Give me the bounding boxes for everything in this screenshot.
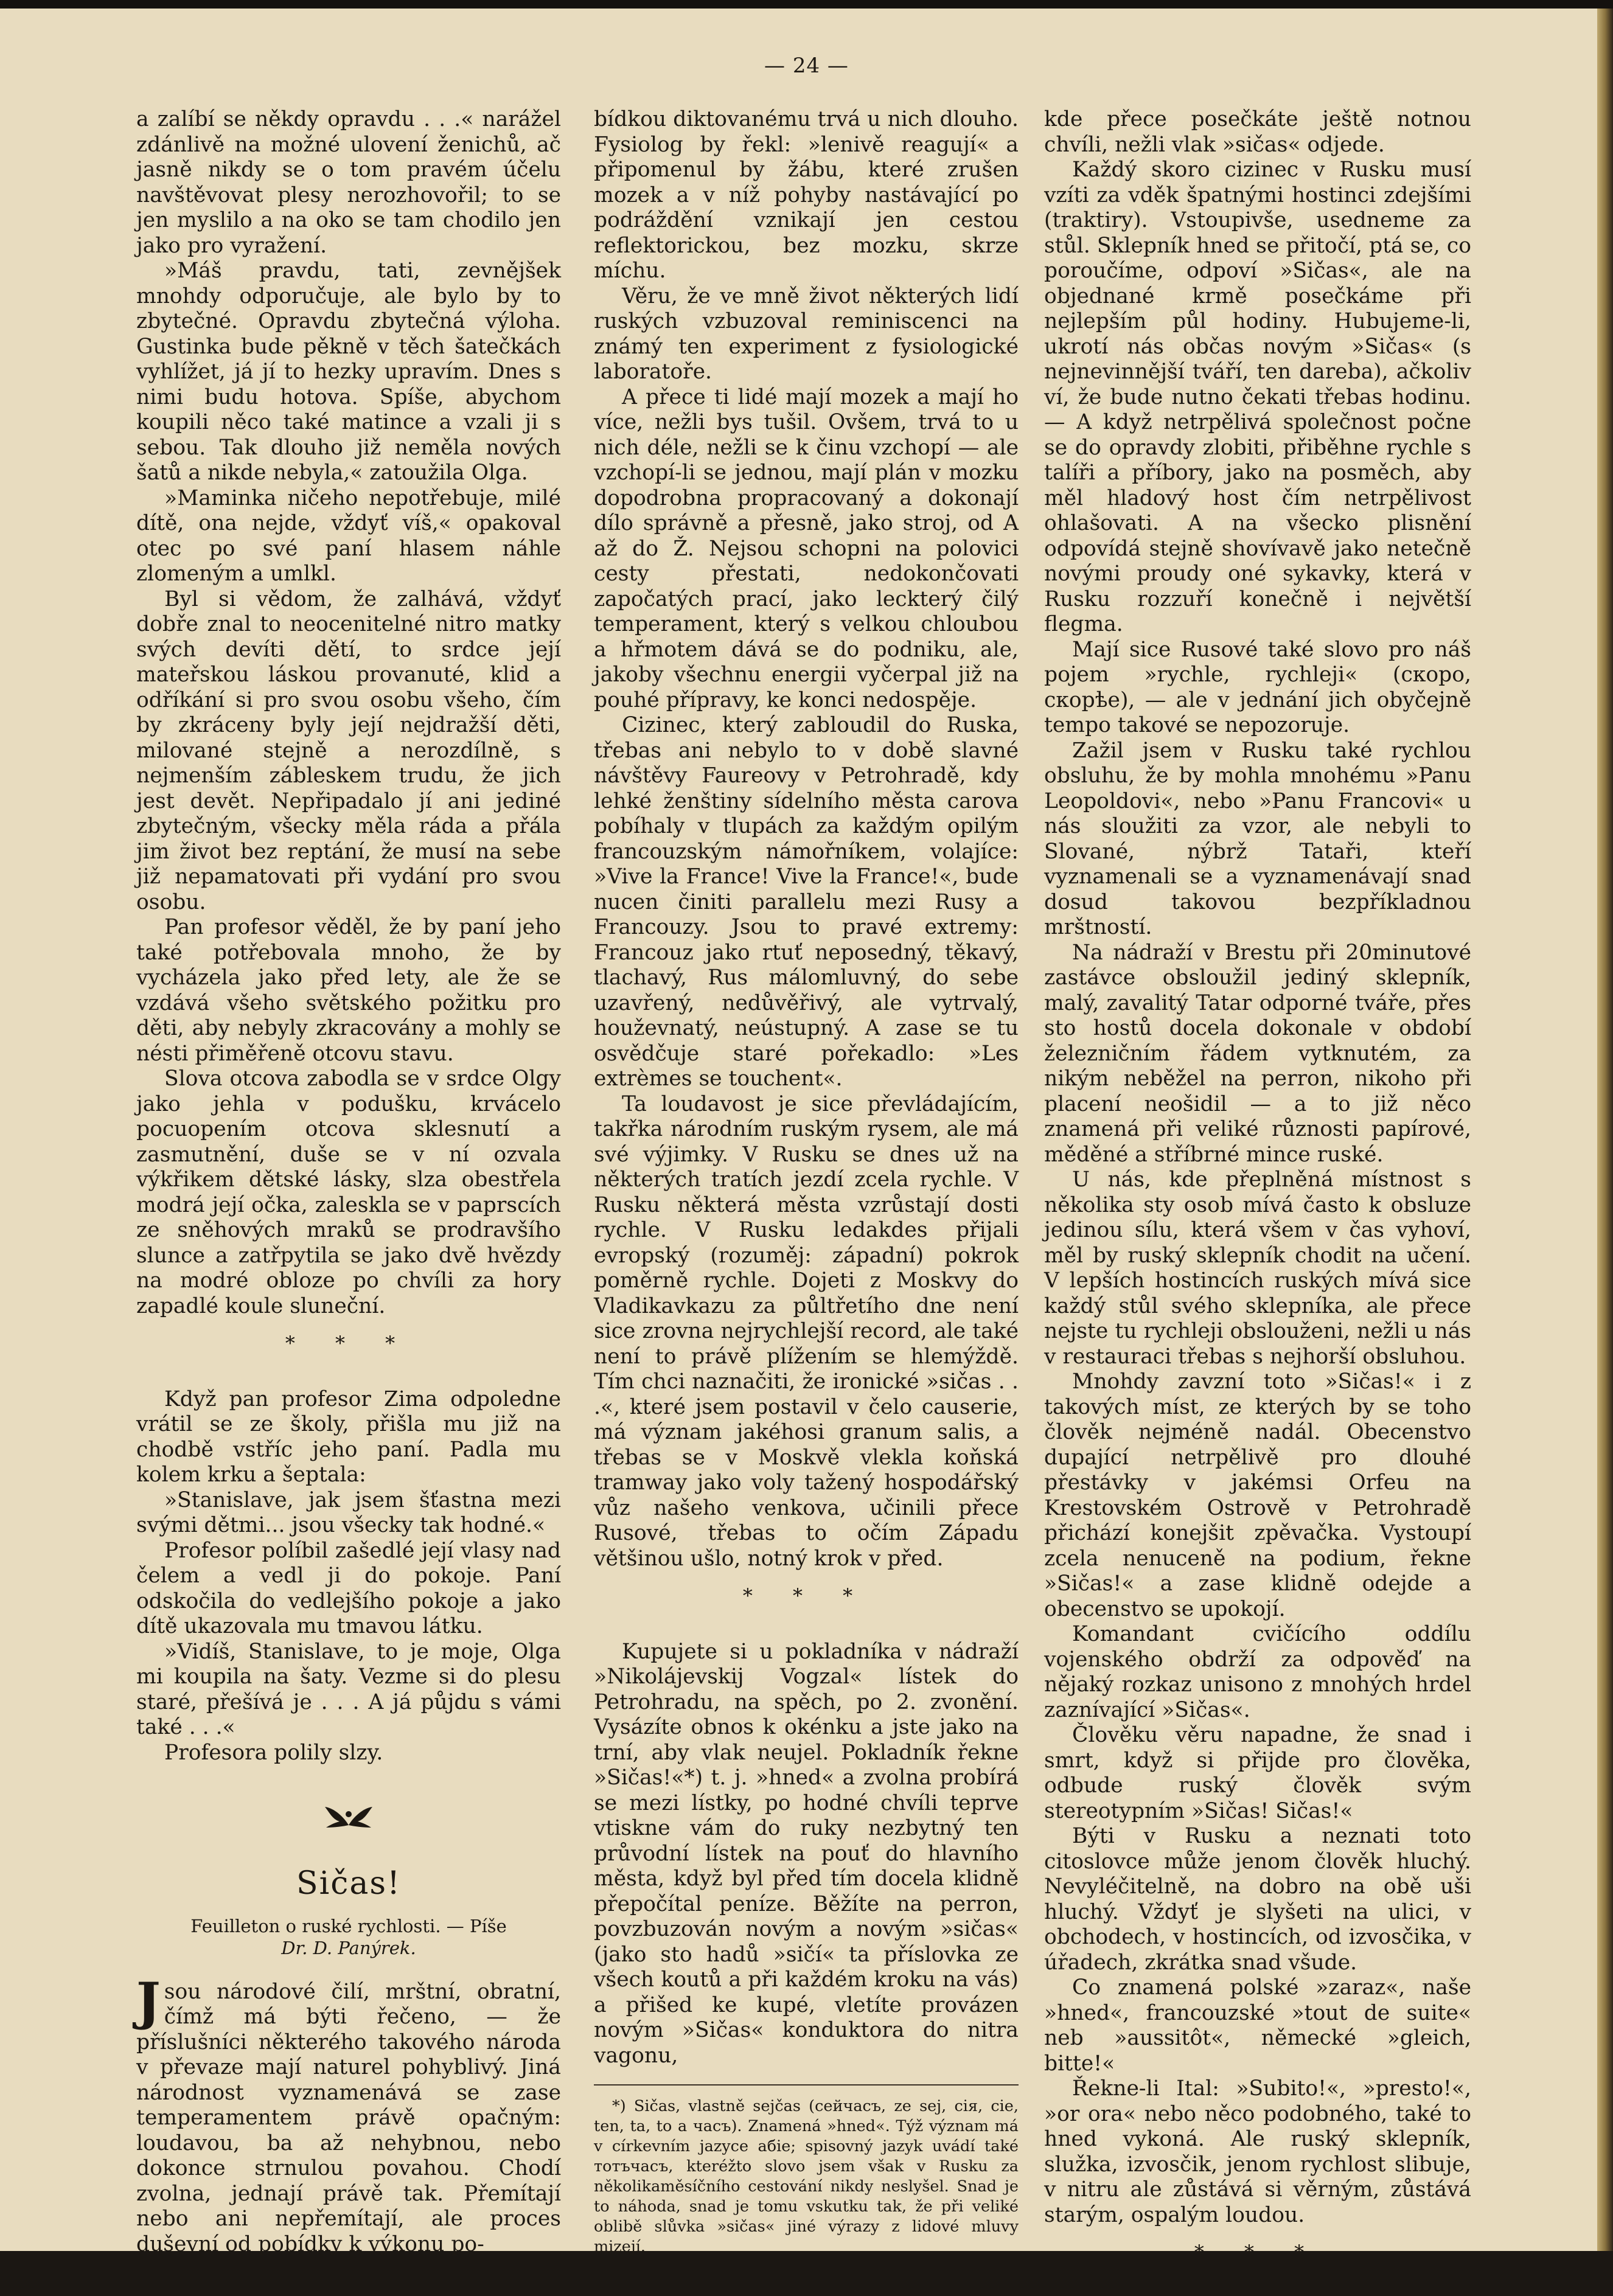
section-divider-stars bbox=[594, 1584, 1019, 1609]
paragraph: »Vidíš, Stanislave, to je moje, Olga mi koupila na šaty. Vezme si do plesu staré, přešívá je . . . A já půjdu s vámi také . . .« bbox=[136, 1639, 561, 1739]
paragraph: Profesora polily slzy. bbox=[164, 1740, 383, 1765]
flourish-ornament-icon bbox=[321, 1801, 376, 1829]
paragraph: »Stanislave, jak jsem šťastna mezi svými dětmi... jsou všecky tak hodné.« bbox=[136, 1487, 561, 1537]
paragraph: U nás, kde přeplněná místnost s několika sty osob mívá často k obsluze jedinou sílu, která všem v čas vyhoví, měl by ruský sklepník chodit na učení. V lepších hostincích ruských mívá sice každý stůl svého sklepníka, ale přece nejste tu rychleji obslouženi, nežli u nás v restauraci třebas s nejhorší obsluhou. bbox=[1044, 1167, 1471, 1369]
article-title: Sičas! bbox=[296, 1865, 401, 1902]
section-divider-stars bbox=[1044, 2240, 1471, 2266]
paragraph: Komandant cvičícího oddílu vojenského obdrží za odpověď na nějaký rozkaz unisono z mnohých hrdel zaznívající »Sičas«. bbox=[1044, 1622, 1471, 1722]
paragraph: Býti v Rusku a neznati toto citoslovce může jenom člověk hluchý. Nevyléčitelně, na dobro na obě uši hluchý. Vždyť je slyšeti na ulici, v obchodech, v hostincích, od izvosčika, v úřadech, zkrátka snad všude. bbox=[1044, 1824, 1471, 1975]
paragraph: Cizinec, který zabloudil do Ruska, třebas ani nebylo to v době slavné návštěvy Faureovy v Petrohradě, kdy lehké ženštiny sídelního města carova pobíhaly v tlupách za každým opilým francouzským námořníkem, volajíce: »Vive la France! Vive la France!«, bude nucen činiti parallelu mezi Rusy a Francouzy. Jsou to pravé extremy: Francouz jako rtuť neposedný, těkavý, tlachavý, Rus málomluvný, do sebe uzavřený, nedůvěřivý, ale vytrvalý, houževnatý, neústupný. A zase se tu osvědčuje staré pořekadlo: »Les extrèmes se touchent«. bbox=[594, 713, 1019, 1091]
paragraph: A přece ti lidé mají mozek a mají ho více, nežli bys tušil. Ovšem, trvá to u nich déle, nežli se k činu vzchopí — ale vzchopí-li se jednou, mají plán v mozku dopodrobna propracovaný a dokonají dílo správně a přesně, jako stroj, od A až do Ž. Nejsou schopni na polovici cesty přestati, nedokončovati započatých prací, jako leckterý čilý temperament, který s velkou chloubou a hřmotem dává se do podniku, ale, jakoby všechnu energii vyčerpal již na pouhé přípravy, ke konci nedospěje. bbox=[594, 384, 1019, 712]
article-body bbox=[594, 107, 1019, 1571]
column-3 bbox=[1044, 107, 1471, 2296]
paragraph: a zalíbí se někdy opravdu . . .« narážel zdánlivě na možné ulovení ženichů, ač jasně nikdy se o tom pravém účelu navštěvovat plesy nerozhovořil; to se jen myslilo a na oko se tam chodilo jen jako pro vyražení. bbox=[136, 107, 561, 258]
column-2 bbox=[594, 107, 1019, 2257]
paragraph: Na nádraží v Brestu při 20minutové zastávce obsloužil jediný sklepník, malý, zavalitý Tatar odporné tváře, přes sto hostů docela dokonale v období železničním řádem vytknutém, za nikým neběžel na perron, nikoho při placení neošidil — a to již něco znamená při veliké různosti papírové, měděné a stříbrné mince ruské. bbox=[1044, 940, 1471, 1167]
article-body-continued bbox=[594, 1640, 1019, 2069]
paragraph: Slova otcova zabodla se v srdce Olgy jako jehla v podušku, krvácelo pocuopením otcova sklesnutí a zasmutnění, duše se v ní ozvala výkřikem dětské lásky, slza obestřela modrá její očka, zaleskla se v paprscích ze sněhových mraků se prodravšího slunce a zatřpytila se jako dvě hvězdy na modré obloze po chvíli za hory zapadlé koule sluneční. bbox=[136, 1066, 561, 1318]
article-first-paragraph bbox=[136, 1971, 561, 2258]
story-conclusion bbox=[136, 1387, 561, 1766]
drop-cap: J bbox=[136, 1971, 161, 2031]
page-edge bbox=[1597, 0, 1613, 2251]
paragraph: Zažil jsem v Rusku také rychlou obsluhu, že by mohla mnohému »Panu Leopoldovi«, nebo »Panu Francovi« u nás sloužiti za vzor, ale nebyli to Slované, nýbrž Tataři, kteří vyznamenali se a vyznamenávají snad dosud takovou bezpříkladnou mrštností. bbox=[1044, 738, 1471, 939]
paragraph: bídkou diktovanému trvá u nich dlouho. Fysiolog by řekl: »lenivě reagují« a připomenul by žábu, které zrušen mozek a v níž pohyby nastávající po podráždění vznikají jen cestou reflektorickou, bez mozku, skrze míchu. bbox=[594, 107, 1019, 283]
paragraph: kde přece posečkáte ještě notnou chvíli, nežli vlak »sičas« odjede. bbox=[1044, 107, 1471, 157]
paragraph: Byl si vědom, že zalhává, vždyť dobře znal to neocenitelné nitro matky svých devíti dětí, to srdce její mateřskou láskou provanuté, klid a odříkání si pro svou osobu všeho, čím by zkráceny byly její nejdražší děti, milované stejně a nerozdílně, s nejmenším zábleskem trudu, že jich jest devět. Nepřipadalo jí ani jediné zbytečným, všecky měla ráda a přála jim život bez reptání, že musí na sebe již nepamatovati při vydání pro svou osobu. bbox=[136, 586, 561, 914]
article-author: Dr. D. Panýrek. bbox=[281, 1937, 416, 1958]
footnote-text: *) Sičas, vlastně sejčas (сейчасъ, ze sej, сія, сіе, ten, ta, to a часъ). Znamená »hned«. Týž význam má v církevním jazyce абіе; spisovný jazyk uvádí také тотъчасъ, kteréžto slovo jsem však v Rusku za několikaměsíčního cestování nikdy neslyšel. Snad je to náhoda, snad je tomu vskutku tak, že při veliké oblibě slůvka »sičas« jiné výrazy z lidové mluvy mizejí. bbox=[594, 2097, 1019, 2256]
paragraph: Kupujete si u pokladníka v nádraží »Nikolájevskij Vogzal« lístek do Petrohradu, na spěch, po 2. zvonění. Vysázíte obnos k okénku a jste jako na trní, aby vlak neujel. Pokladník řekne »Sičas!«*) t. j. »hned« a zvolna probírá se mezi lístky, po hodné chvíli teprve vtiskne vám do ruky nezbytný ten průvodní lístek na pouť do hlavního města, když byl před tím docela klidně přepočítal peníze. Běžíte na perron, povzbuzován novým a novým »sičas« (jako sto hadů »sičí« ta příslovka ze všech koutů a při každém kroku na vás) a přišed ke kupé, vletíte provázen novým »Sičas« konduktora do nitra vagonu, bbox=[594, 1639, 1019, 2068]
section-divider-stars bbox=[136, 1331, 561, 1357]
column-1 bbox=[136, 107, 561, 2257]
page-number: — 24 — bbox=[764, 54, 849, 78]
paragraph: Ta loudavost je sice převládajícím, takřka národním ruským rysem, ale má své výjimky. V Rusku se dnes už na některých tratích jezdí zcela rychle. V Rusku některá města vzrůstají dosti rychle. V Rusku ledakdes přijali evropský (rozuměj: západní) pokrok poměrně rychle. Dojeti z Moskvy do Vladikavkazu za půltřetího dne není sice zrovna nejrychlejší record, ale také není to právě plížením se hlemýždě. Tím chci naznačiti, že ironické »sičas . . .«, které jsem postavil v čelo causerie, má význam jakéhosi granum salis, a třebas se v Moskvě vlekla koňská tramway jako voly tažený hospodářský vůz našeho venkova, učinili přece Rusové, třebas to očím Západu většinou ušlo, notný krok v před. bbox=[594, 1091, 1019, 1571]
paragraph: Každý skoro cizinec v Rusku musí vzíti za vděk špatnými hostinci zdejšími (traktiry). Vstoupivše, usedneme za stůl. Sklepník hned se přitočí, ptá se, co poroučíme, odpoví »Sičas«, ale na objednané krmě posečkáme při nejlepším půl hodiny. Hubujeme-li, ukrotí nás občas novým »Sičas« (s nejnevinnější tváří, ten dareba), ačkoliv ví, že bude nutno čekati třebas hodinu. — A když netrpělivá společnost počne se do opravdy zlobiti, přiběhne rychle s talíři a příbory, jako na posměch, aby měl hladový host čím netrpělivost ohlašovati. A na všecko plisnění odpovídá stejně shovívavě jako netečně novými proudy oné sykavky, která v Rusku rozzuří konečně i největší flegma. bbox=[1044, 158, 1471, 636]
paragraph: Člověku věru napadne, že snad i smrt, když si přijde pro člověka, odbude ruský člověk svým stereotypním »Sičas! Sičas!« bbox=[1044, 1723, 1471, 1823]
footnote bbox=[594, 2084, 1019, 2257]
story-ending bbox=[136, 107, 561, 1319]
subtitle-text: Feuilleton o ruské rychlosti. — Píše bbox=[190, 1915, 507, 1936]
paragraph: »Maminka ničeho nepotřebuje, milé dítě, ona nejde, vždyť víš,« opakoval otec po své paní hlasem náhle zlomeným a umlkl. bbox=[136, 485, 561, 586]
stars-text: * * * bbox=[742, 1584, 870, 1607]
paragraph: Řekne-li Ital: »Subito!«, »presto!«, »or ora« nebo něco podobného, také to hned vykoná. Ale ruský sklepník, služka, izvosčik, jenom rychlost slibuje, v nitru ale zůstává si věrným, zůstává starým, ospalým loudou. bbox=[1044, 2076, 1471, 2227]
paragraph: Profesor políbil zašedlé její vlasy nad čelem a vedl ji do pokoje. Paní odskočila do vedlejšího pokoje a jako dítě ukazovala mu tmavou látku. bbox=[136, 1538, 561, 1638]
paragraph: Co znamená polské »zaraz«, naše »hned«, francouzské »tout de suite« neb »aussitôt«, německé »gleich, bitte!« bbox=[1044, 1975, 1471, 2076]
paragraph: Pan profesor věděl, že by paní jeho také potřebovala mnoho, že by vycházela jako před lety, ale že se vzdává všeho světského požitku pro děti, aby nebyly zkracovány a mohly se nésti přiměřeně otcovu stavu. bbox=[136, 915, 561, 1066]
paragraph-text: sou národové čilí, mrštní, obratní, čímž má býti řečeno, — že příslušníci některého takového národa v převaze mají naturel pohyblivý. Jiná národnost vyznamenává se zase temperamentem právě opačným: loudavou, ba až nehybnou, nebo dokonce strnulou povahou. Chodí zvolna, jednají právě tak. Přemítají nebo ani nepřemítají, ale proces duševní od pobídky k výkonu po- bbox=[136, 1979, 561, 2256]
paragraph: Věru, že ve mně život některých lidí ruských vzbuzoval reminiscenci na známý ten experiment z fysiologické laboratoře. bbox=[594, 284, 1019, 384]
paragraph: Mají sice Rusové také slovo pro náš pojem »rychle, rychleji« (скоро, скорѣе), — ale v jednání jich obyčejně tempo takové se nepozoruje. bbox=[1044, 637, 1471, 737]
article-subtitle bbox=[136, 1915, 561, 1959]
paragraph: Mnohdy zavzní toto »Sičas!« i z takových míst, ze kterých by se toho člověk nejméně nadál. Obecenstvo dupající netrpělivě pro dlouhé přestávky v jakémsi Orfeu na Krestovském Ostrově v Petrohradě přichází konejšit zpěvačka. Vystoupí zcela nenuceně na podium, řekne »Sičas!« a zase klidně odejde a obecenstvo se upokojí. bbox=[1044, 1369, 1471, 1621]
stars-text: * * * bbox=[1194, 2241, 1322, 2264]
paragraph: Když pan profesor Zima odpoledne vrátil se ze školy, přišla mu již na chodbě vstříc jeho paní. Padla mu kolem krku a šeptala: bbox=[136, 1386, 561, 1487]
article-body-end bbox=[1044, 107, 1471, 2228]
paragraph: »Máš pravdu, tati, zevnějšek mnohdy odporučuje, ale bylo by to zbytečné. Opravdu zbytečná výloha. Gustinka bude pěkně v těch šatečkách vyhlížet, já jí to hezky upravím. Dnes s nimi budu hotova. Spíše, abychom koupili něco také matince a vzali ji s sebou. Tak dlouho již neměla nových šatů a nikde nebyla,« zatoužila Olga. bbox=[136, 259, 561, 485]
stars-text: * * * bbox=[285, 1332, 413, 1355]
